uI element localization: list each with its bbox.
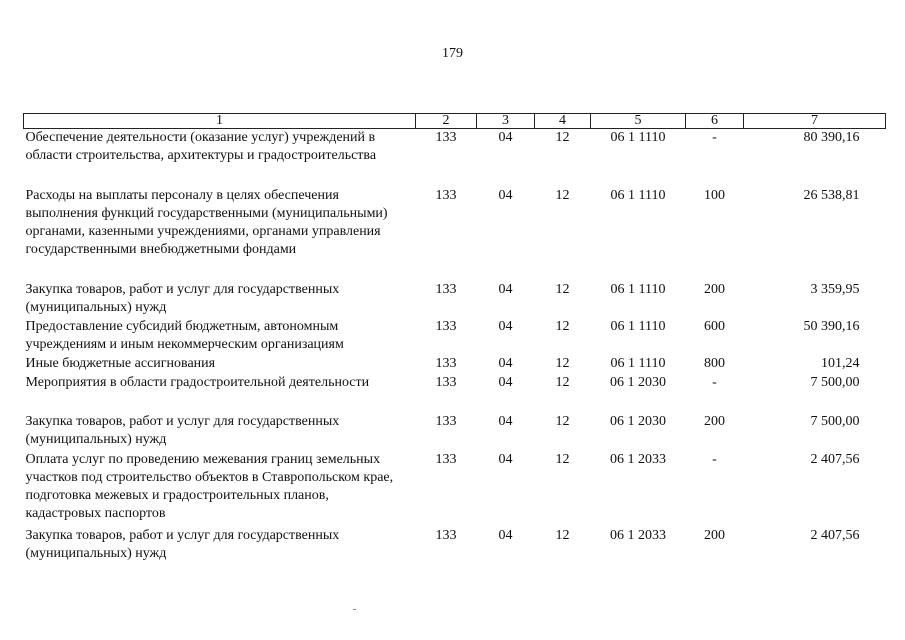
cell-c4: 12 — [555, 281, 570, 297]
cell-c3: 04 — [498, 527, 513, 543]
cell-c2: 133 — [435, 187, 457, 203]
table-row — [24, 318, 886, 355]
cell-c2: 133 — [435, 318, 457, 334]
cell-c4: 12 — [555, 318, 570, 334]
row-name: Расходы на выплаты персоналу в целях обеспечения выполнения функций государственными (муниципальными) органами, казенными учреждениями, органами управления государственными внебюджетными фондами — [25, 187, 388, 257]
row-name: Предоставление субсидий бюджетным, автономным учреждениям и иным некоммерческим организациям — [25, 318, 344, 352]
table-row — [24, 374, 886, 413]
row-name: Мероприятия в области градостроительной деятельности — [25, 374, 370, 390]
cell-c5: 06 1 2030 — [610, 413, 666, 429]
scan-speck — [353, 609, 356, 610]
cell-c6: - — [712, 451, 717, 467]
column-header: 5 — [591, 114, 686, 129]
cell-c5: 06 1 2033 — [610, 527, 666, 543]
table-row — [24, 355, 886, 374]
column-header: 3 — [477, 114, 535, 129]
row-name: Обеспечение деятельности (оказание услуг) учреждений в области строительства, архитектуры и градостроительства — [25, 130, 377, 163]
cell-c2: 133 — [435, 374, 457, 390]
cell-c3: 04 — [498, 318, 513, 334]
table-header-row — [24, 114, 886, 129]
column-header: 2 — [416, 114, 477, 129]
cell-amount: 2 407,56 — [810, 527, 860, 543]
cell-c6: - — [712, 374, 717, 390]
budget-table — [23, 113, 886, 564]
table-row — [24, 129, 886, 187]
cell-amount: 2 407,56 — [810, 451, 860, 467]
cell-c5: 06 1 1110 — [610, 355, 666, 371]
cell-c3: 04 — [498, 130, 513, 145]
cell-amount: 26 538,81 — [803, 187, 860, 203]
cell-c6: 200 — [704, 527, 725, 543]
cell-c6: 200 — [704, 281, 725, 297]
column-header: 1 — [24, 114, 416, 129]
column-header: 7 — [744, 114, 886, 129]
cell-c5: 06 1 2030 — [610, 374, 666, 390]
cell-amount: 7 500,00 — [810, 413, 860, 429]
cell-c2: 133 — [435, 413, 457, 429]
cell-c3: 04 — [498, 187, 513, 203]
table-row — [24, 527, 886, 564]
table-row — [24, 187, 886, 281]
cell-c5: 06 1 1110 — [610, 318, 666, 334]
cell-c4: 12 — [555, 451, 570, 467]
row-name: Закупка товаров, работ и услуг для государственных (муниципальных) нужд — [25, 281, 340, 315]
cell-c2: 133 — [435, 527, 457, 543]
table-row — [24, 281, 886, 318]
cell-c2: 133 — [435, 355, 457, 371]
row-name: Закупка товаров, работ и услуг для государственных (муниципальных) нужд — [25, 527, 340, 561]
cell-c4: 12 — [555, 374, 570, 390]
cell-amount: 7 500,00 — [810, 374, 860, 390]
cell-c4: 12 — [555, 413, 570, 429]
cell-amount: 50 390,16 — [803, 318, 860, 334]
cell-c4: 12 — [555, 355, 570, 371]
cell-c6: 100 — [704, 187, 725, 203]
cell-amount: 3 359,95 — [810, 281, 860, 297]
cell-c3: 04 — [498, 374, 513, 390]
cell-c6: - — [712, 130, 717, 145]
cell-c6: 600 — [704, 318, 725, 334]
cell-c2: 133 — [435, 281, 457, 297]
cell-c3: 04 — [498, 355, 513, 371]
cell-c6: 200 — [704, 413, 725, 429]
cell-c5: 06 1 1110 — [610, 281, 666, 297]
table-row — [24, 451, 886, 527]
row-name: Иные бюджетные ассигнования — [25, 355, 216, 371]
cell-c5: 06 1 2033 — [610, 451, 666, 467]
cell-c3: 04 — [498, 451, 513, 467]
row-name: Закупка товаров, работ и услуг для государственных (муниципальных) нужд — [25, 413, 340, 447]
cell-c3: 04 — [498, 281, 513, 297]
cell-c5: 06 1 1110 — [610, 130, 666, 145]
cell-c4: 12 — [555, 130, 570, 145]
column-header: 4 — [535, 114, 591, 129]
page-number: 179 — [442, 46, 463, 61]
row-name: Оплата услуг по проведению межевания границ земельных участков под строительство объектов в Ставропольском крае, подготовка межевых и градостроительных планов, кадастровых паспортов — [25, 451, 394, 521]
cell-c4: 12 — [555, 527, 570, 543]
cell-c2: 133 — [435, 130, 457, 145]
cell-amount: 80 390,16 — [803, 130, 860, 145]
cell-c5: 06 1 1110 — [610, 187, 666, 203]
table-row — [24, 413, 886, 451]
cell-c6: 800 — [704, 355, 725, 371]
cell-amount: 101,24 — [821, 355, 860, 371]
cell-c3: 04 — [498, 413, 513, 429]
cell-c4: 12 — [555, 187, 570, 203]
cell-c2: 133 — [435, 451, 457, 467]
column-header: 6 — [686, 114, 744, 129]
